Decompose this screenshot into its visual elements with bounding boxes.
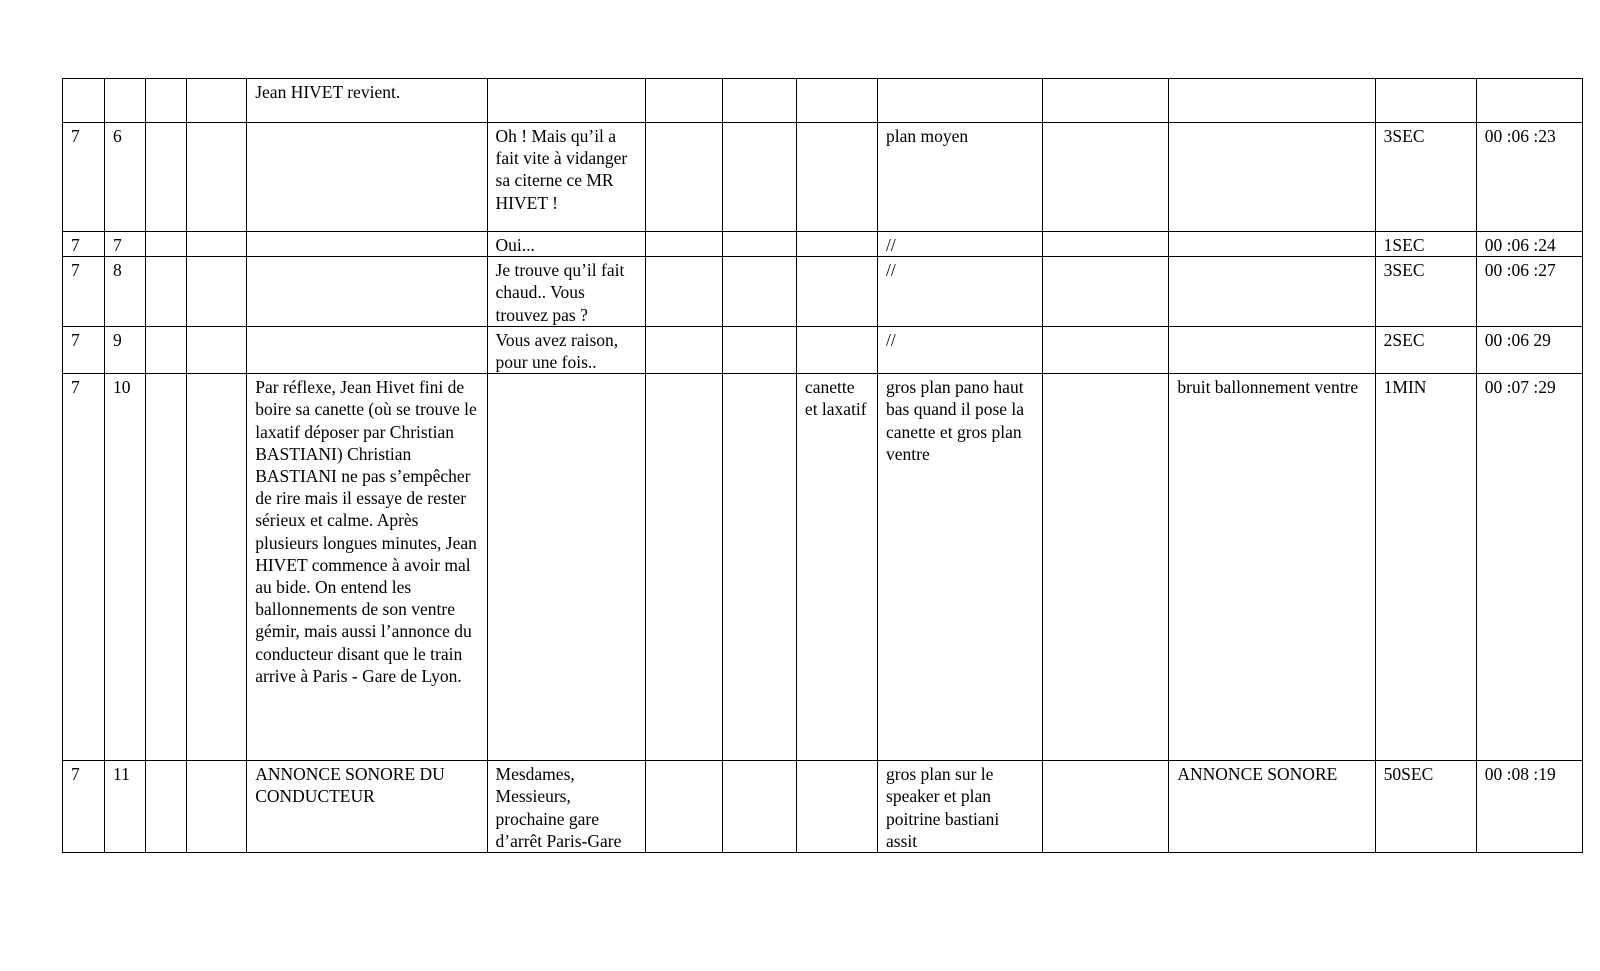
empty-cell: [146, 326, 187, 373]
empty-cell: [645, 374, 722, 761]
table-row: [63, 257, 1583, 327]
empty-cell: [1043, 79, 1169, 123]
shot-number-cell: 6: [105, 123, 146, 232]
dialogue-cell: Mesdames, Messieurs, prochaine gare d’arrêt Paris-Gare: [487, 761, 645, 853]
empty-cell: [1043, 326, 1169, 373]
sound-cell: ANNONCE SONORE: [1169, 761, 1375, 853]
dialogue-cell: Oh ! Mais qu’il a fait vite à vidanger sa citerne ce MR HIVET !: [487, 123, 645, 232]
props-cell: canette et laxatif: [796, 374, 877, 761]
empty-cell: [722, 232, 796, 257]
empty-cell: [645, 232, 722, 257]
sequence-cell: 7: [63, 374, 105, 761]
shot-type-cell: //: [878, 257, 1043, 327]
table-row: [63, 326, 1583, 373]
empty-cell: [645, 123, 722, 232]
sound-cell: [1169, 257, 1375, 327]
empty-cell: [146, 79, 187, 123]
timecode-cell: 00 :06 29: [1476, 326, 1582, 373]
sequence-cell: 7: [63, 761, 105, 853]
empty-cell: [645, 79, 722, 123]
timecode-cell: 00 :06 :23: [1476, 123, 1582, 232]
empty-cell: [146, 374, 187, 761]
table-row: [63, 123, 1583, 232]
empty-cell: [1043, 374, 1169, 761]
empty-cell: [146, 123, 187, 232]
sound-cell: [1169, 123, 1375, 232]
shot-number-cell: 10: [105, 374, 146, 761]
empty-cell: [146, 761, 187, 853]
empty-cell: [1043, 232, 1169, 257]
shot-number-cell: 9: [105, 326, 146, 373]
props-cell: [796, 761, 877, 853]
empty-cell: [1043, 123, 1169, 232]
dialogue-cell: [487, 374, 645, 761]
sound-cell: [1169, 232, 1375, 257]
timecode-cell: 00 :08 :19: [1476, 761, 1582, 853]
table-row: [63, 374, 1583, 761]
table-row: [63, 761, 1583, 853]
sequence-cell: 7: [63, 257, 105, 327]
action-cell: Par réflexe, Jean Hivet fini de boire sa canette (où se trouve le laxatif déposer par Christian BASTIANI) Christian BASTIANI ne pas s’empêcher de rire mais il essaye de rester sérieux et calme. Après plusieurs longues minutes, Jean HIVET commence à avoir mal au bide. On entend les ballonnements de son ventre gémir, mais aussi l’annonce du conducteur disant que le train arrive à Paris - Gare de Lyon.: [247, 374, 487, 761]
empty-cell: [187, 761, 247, 853]
dialogue-cell: Je trouve qu’il fait chaud.. Vous trouvez pas ?: [487, 257, 645, 327]
empty-cell: [187, 123, 247, 232]
action-cell: [247, 123, 487, 232]
empty-cell: [722, 761, 796, 853]
action-cell: [247, 257, 487, 327]
action-cell: [247, 326, 487, 373]
timecode-cell: 00 :06 :27: [1476, 257, 1582, 327]
shot-number-cell: 11: [105, 761, 146, 853]
empty-cell: [187, 79, 247, 123]
empty-cell: [146, 232, 187, 257]
duration-cell: 1MIN: [1375, 374, 1476, 761]
shot-type-cell: gros plan sur le speaker et plan poitrine bastiani assit: [878, 761, 1043, 853]
shot-type-cell: //: [878, 326, 1043, 373]
timecode-cell: [1476, 79, 1582, 123]
empty-cell: [722, 374, 796, 761]
action-cell: ANNONCE SONORE DU CONDUCTEUR: [247, 761, 487, 853]
empty-cell: [645, 761, 722, 853]
sequence-cell: 7: [63, 123, 105, 232]
empty-cell: [187, 374, 247, 761]
table-row: [63, 79, 1583, 123]
sound-cell: bruit ballonnement ventre: [1169, 374, 1375, 761]
empty-cell: [722, 79, 796, 123]
shooting-script-table: [62, 78, 1583, 853]
props-cell: [796, 123, 877, 232]
empty-cell: [722, 326, 796, 373]
props-cell: [796, 257, 877, 327]
dialogue-cell: Oui...: [487, 232, 645, 257]
props-cell: [796, 79, 877, 123]
shot-type-cell: [878, 79, 1043, 123]
action-cell: [247, 232, 487, 257]
duration-cell: [1375, 79, 1476, 123]
timecode-cell: 00 :06 :24: [1476, 232, 1582, 257]
table-body: [63, 79, 1583, 853]
duration-cell: 3SEC: [1375, 257, 1476, 327]
sequence-cell: [63, 79, 105, 123]
sound-cell: [1169, 79, 1375, 123]
duration-cell: 2SEC: [1375, 326, 1476, 373]
empty-cell: [187, 326, 247, 373]
table-row: [63, 232, 1583, 257]
dialogue-cell: Vous avez raison, pour une fois..: [487, 326, 645, 373]
sequence-cell: 7: [63, 326, 105, 373]
shot-number-cell: 7: [105, 232, 146, 257]
props-cell: [796, 232, 877, 257]
action-cell: Jean HIVET revient.: [247, 79, 487, 123]
shot-type-cell: plan moyen: [878, 123, 1043, 232]
empty-cell: [645, 326, 722, 373]
empty-cell: [722, 257, 796, 327]
duration-cell: 1SEC: [1375, 232, 1476, 257]
empty-cell: [722, 123, 796, 232]
props-cell: [796, 326, 877, 373]
empty-cell: [187, 232, 247, 257]
shot-type-cell: //: [878, 232, 1043, 257]
shot-type-cell: gros plan pano haut bas quand il pose la canette et gros plan ventre: [878, 374, 1043, 761]
empty-cell: [1043, 257, 1169, 327]
empty-cell: [146, 257, 187, 327]
shot-number-cell: 8: [105, 257, 146, 327]
duration-cell: 50SEC: [1375, 761, 1476, 853]
empty-cell: [187, 257, 247, 327]
sequence-cell: 7: [63, 232, 105, 257]
sound-cell: [1169, 326, 1375, 373]
shot-number-cell: [105, 79, 146, 123]
dialogue-cell: [487, 79, 645, 123]
empty-cell: [645, 257, 722, 327]
empty-cell: [1043, 761, 1169, 853]
timecode-cell: 00 :07 :29: [1476, 374, 1582, 761]
duration-cell: 3SEC: [1375, 123, 1476, 232]
